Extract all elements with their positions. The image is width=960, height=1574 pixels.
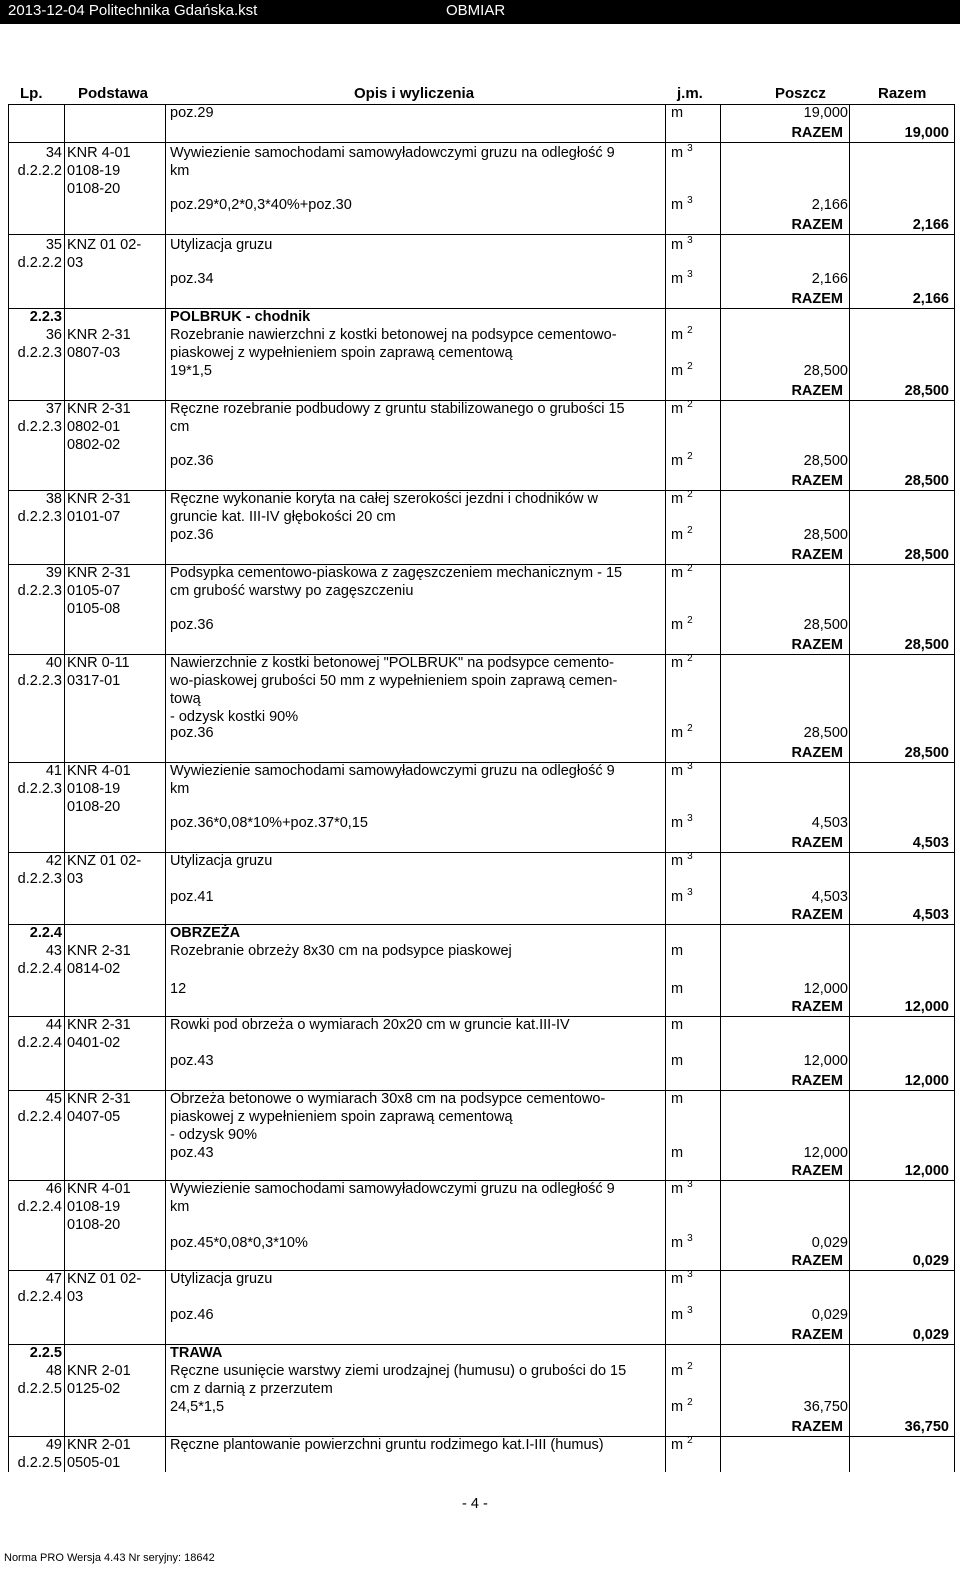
row-base: KNR 4-01 xyxy=(67,145,131,161)
row-base: 0108-20 xyxy=(67,799,121,815)
total-value: 0,029 xyxy=(912,1327,949,1343)
row-lp: 36 xyxy=(45,327,62,343)
row-base: 0802-02 xyxy=(67,437,121,453)
row-lp: 42 xyxy=(45,853,62,869)
row-poszcz: 12,000 xyxy=(803,981,848,997)
row-poszcz: 28,500 xyxy=(803,363,848,379)
unit-cell: m $^2$ xyxy=(671,1435,693,1453)
table-header xyxy=(0,82,960,104)
row-base: KNZ 01 02- xyxy=(67,1271,142,1287)
row-lp: 35 xyxy=(45,237,62,253)
row-lp: 46 xyxy=(45,1181,62,1197)
unit-cell: m $^2$ xyxy=(671,399,693,417)
unit-cell: m $^2$ xyxy=(671,489,693,507)
row-base: KNR 2-31 xyxy=(67,565,131,581)
unit-cell: m $^3$ xyxy=(671,143,693,161)
row-formula: poz.45*0,08*0,3*10% xyxy=(170,1235,308,1251)
row-formula: poz.29 xyxy=(170,105,214,121)
row-base: 0108-20 xyxy=(67,181,121,197)
row-lp: 34 xyxy=(45,145,62,161)
row-poszcz: 28,500 xyxy=(803,527,848,543)
row-base: 0108-20 xyxy=(67,1217,121,1233)
row-base: KNZ 01 02- xyxy=(67,853,142,869)
row-base: 0407-05 xyxy=(67,1109,121,1125)
total-value: 28,500 xyxy=(904,637,949,653)
row-base: 0802-01 xyxy=(67,419,121,435)
unit-cell: m $^2$ xyxy=(671,451,693,469)
total-value: 12,000 xyxy=(904,1163,949,1179)
row-base: 0105-07 xyxy=(67,583,121,599)
row-poszcz: 2,166 xyxy=(811,197,848,213)
total-value: 28,500 xyxy=(904,383,949,399)
row-lp: d.2.2.3 xyxy=(17,673,62,689)
total-label: RAZEM xyxy=(791,217,843,233)
section-number: 2.2.5 xyxy=(29,1345,62,1361)
row-lp: d.2.2.4 xyxy=(17,1289,62,1305)
row-base: 0105-08 xyxy=(67,601,121,617)
row-lp: d.2.2.4 xyxy=(17,1035,62,1051)
row-description: km xyxy=(170,163,190,179)
unit-cell: m xyxy=(671,943,684,959)
unit-cell: m $^3$ xyxy=(671,195,693,213)
column-divider xyxy=(165,104,166,1472)
row-lp: d.2.2.3 xyxy=(17,781,62,797)
unit-cell: m xyxy=(671,1145,684,1161)
row-formula: 19*1,5 xyxy=(170,363,212,379)
footer-version: Norma PRO Wersja 4.43 Nr seryjny: 18642 xyxy=(4,1552,215,1564)
unit-cell: m $^3$ xyxy=(671,235,693,253)
column-divider xyxy=(849,104,850,1472)
row-description: - odzysk kostki 90% xyxy=(170,709,299,725)
row-lp: d.2.2.2 xyxy=(17,255,62,271)
row-description: piaskowej z wypełnieniem spoin zaprawą cementową xyxy=(170,345,513,361)
row-lp: d.2.2.3 xyxy=(17,583,62,599)
row-formula: poz.36 xyxy=(170,725,214,741)
unit-cell: m $^2$ xyxy=(671,1361,693,1379)
unit-cell: m $^2$ xyxy=(671,563,693,581)
row-formula: 24,5*1,5 xyxy=(170,1399,225,1415)
unit-cell: m $^2$ xyxy=(671,525,693,543)
row-base: KNR 2-31 xyxy=(67,1091,131,1107)
section-title: POLBRUK - chodnik xyxy=(170,309,311,325)
row-description: Utylizacja gruzu xyxy=(170,853,273,869)
total-value: 2,166 xyxy=(912,291,949,307)
row-formula: poz.34 xyxy=(170,271,214,287)
row-base: 0401-02 xyxy=(67,1035,121,1051)
row-formula: poz.29*0,2*0,3*40%+poz.30 xyxy=(170,197,352,213)
row-base: 0108-19 xyxy=(67,781,121,797)
row-lp: 38 xyxy=(45,491,62,507)
unit-cell: m $^3$ xyxy=(671,269,693,287)
total-value: 19,000 xyxy=(904,125,949,141)
row-lp: 41 xyxy=(45,763,62,779)
row-base: 0317-01 xyxy=(67,673,121,689)
row-lp: 39 xyxy=(45,565,62,581)
unit-cell: m $^2$ xyxy=(671,615,693,633)
row-description: - odzysk 90% xyxy=(170,1127,258,1143)
row-formula: 12 xyxy=(170,981,187,997)
row-poszcz: 4,503 xyxy=(811,815,848,831)
row-lp: d.2.2.3 xyxy=(17,419,62,435)
section-number: 2.2.3 xyxy=(29,309,62,325)
row-poszcz: 28,500 xyxy=(803,725,848,741)
unit-cell: m xyxy=(671,1053,684,1069)
row-description: Ręczne plantowanie powierzchni gruntu rodzimego kat.I-III (humus) xyxy=(170,1437,604,1453)
section-title: TRAWA xyxy=(170,1345,223,1361)
row-description: Wywiezienie samochodami samowyładowczymi gruzu na odległość 9 xyxy=(170,1181,615,1197)
total-label: RAZEM xyxy=(791,125,843,141)
unit-cell: m $^3$ xyxy=(671,1179,693,1197)
row-poszcz: 12,000 xyxy=(803,1145,848,1161)
section-title: OBRZEŻA xyxy=(170,925,241,941)
row-base: 0108-19 xyxy=(67,163,121,179)
total-value: 2,166 xyxy=(912,217,949,233)
row-lp: 47 xyxy=(45,1271,62,1287)
row-description: Wywiezienie samochodami samowyładowczymi gruzu na odległość 9 xyxy=(170,145,615,161)
unit-cell: m $^2$ xyxy=(671,653,693,671)
unit-cell: m $^3$ xyxy=(671,761,693,779)
row-description: wo-piaskowej grubości 50 mm z wypełnieniem spoin zaprawą cemen- xyxy=(170,673,618,689)
section-number: 2.2.4 xyxy=(29,925,62,941)
header-jm: j.m. xyxy=(677,85,703,102)
row-base: 0814-02 xyxy=(67,961,121,977)
row-lp: d.2.2.5 xyxy=(17,1455,62,1471)
row-poszcz: 12,000 xyxy=(803,1053,848,1069)
row-base: 03 xyxy=(67,871,84,887)
row-formula: poz.36 xyxy=(170,527,214,543)
total-value: 28,500 xyxy=(904,745,949,761)
row-formula: poz.43 xyxy=(170,1145,214,1161)
row-description: km xyxy=(170,781,190,797)
unit-cell: m $^3$ xyxy=(671,813,693,831)
row-lp: 44 xyxy=(45,1017,62,1033)
file-title: 2013-12-04 Politechnika Gdańska.kst xyxy=(8,2,258,19)
row-formula: poz.36*0,08*10%+poz.37*0,15 xyxy=(170,815,368,831)
row-lp: d.2.2.4 xyxy=(17,1109,62,1125)
unit-cell: m $^2$ xyxy=(671,325,693,343)
row-description: Rozebranie nawierzchni z kostki betonowej na podsypce cementowo- xyxy=(170,327,617,343)
row-base: KNR 4-01 xyxy=(67,763,131,779)
row-base: 0101-07 xyxy=(67,509,121,525)
column-divider xyxy=(8,104,9,1472)
row-description: Podsypka cementowo-piaskowa z zagęszczeniem mechanicznym - 15 xyxy=(170,565,623,581)
row-base: 0108-19 xyxy=(67,1199,121,1215)
row-lp: d.2.2.2 xyxy=(17,163,62,179)
total-value: 4,503 xyxy=(912,835,949,851)
total-label: RAZEM xyxy=(791,473,843,489)
row-base: KNR 2-31 xyxy=(67,943,131,959)
row-lp: 49 xyxy=(45,1437,62,1453)
row-base: 03 xyxy=(67,1289,84,1305)
row-poszcz: 0,029 xyxy=(811,1235,848,1251)
row-separator xyxy=(8,234,954,235)
column-divider xyxy=(64,104,65,1472)
total-label: RAZEM xyxy=(791,1419,843,1435)
row-base: KNR 2-01 xyxy=(67,1437,131,1453)
row-lp: d.2.2.3 xyxy=(17,509,62,525)
row-formula: poz.36 xyxy=(170,453,214,469)
row-description: Obrzeża betonowe o wymiarach 30x8 cm na podsypce cementowo- xyxy=(170,1091,606,1107)
total-label: RAZEM xyxy=(791,745,843,761)
row-base: KNR 2-31 xyxy=(67,401,131,417)
unit-cell: m $^2$ xyxy=(671,723,693,741)
row-lp: d.2.2.5 xyxy=(17,1381,62,1397)
unit-cell: m $^2$ xyxy=(671,1397,693,1415)
unit-cell: m $^3$ xyxy=(671,851,693,869)
row-description: Rowki pod obrzeża o wymiarach 20x20 cm w gruncie kat.III-IV xyxy=(170,1017,570,1033)
row-description: Ręczne usunięcie warstwy ziemi urodzajnej (humusu) o grubości do 15 xyxy=(170,1363,627,1379)
unit-cell: m xyxy=(671,981,684,997)
row-lp: 43 xyxy=(45,943,62,959)
row-lp: 45 xyxy=(45,1091,62,1107)
row-poszcz: 28,500 xyxy=(803,617,848,633)
row-description: Utylizacja gruzu xyxy=(170,1271,273,1287)
row-base: 0505-01 xyxy=(67,1455,121,1471)
unit-cell: m xyxy=(671,105,684,121)
row-description: gruncie kat. III-IV głębokości 20 cm xyxy=(170,509,396,525)
row-lp: 40 xyxy=(45,655,62,671)
row-poszcz: 4,503 xyxy=(811,889,848,905)
row-poszcz: 2,166 xyxy=(811,271,848,287)
row-poszcz: 19,000 xyxy=(803,105,848,121)
total-label: RAZEM xyxy=(791,547,843,563)
unit-cell: m xyxy=(671,1017,684,1033)
total-value: 28,500 xyxy=(904,547,949,563)
unit-cell: m $^3$ xyxy=(671,1269,693,1287)
total-value: 12,000 xyxy=(904,1073,949,1089)
row-base: 03 xyxy=(67,255,84,271)
row-lp: 37 xyxy=(45,401,62,417)
row-formula: poz.36 xyxy=(170,617,214,633)
header-opis: Opis i wyliczenia xyxy=(354,85,475,102)
total-label: RAZEM xyxy=(791,1073,843,1089)
row-base: KNR 2-31 xyxy=(67,1017,131,1033)
total-label: RAZEM xyxy=(791,835,843,851)
header-lp: Lp. xyxy=(20,85,43,102)
row-formula: poz.41 xyxy=(170,889,214,905)
total-label: RAZEM xyxy=(791,637,843,653)
row-description: cm xyxy=(170,419,190,435)
row-lp: 48 xyxy=(45,1363,62,1379)
total-label: RAZEM xyxy=(791,291,843,307)
row-description: piaskowej z wypełnieniem spoin zaprawą cementową xyxy=(170,1109,513,1125)
row-base: 0807-03 xyxy=(67,345,121,361)
unit-cell: m xyxy=(671,1091,684,1107)
header-poszcz: Poszcz xyxy=(775,85,826,102)
total-label: RAZEM xyxy=(791,1253,843,1269)
header-razem: Razem xyxy=(878,85,927,102)
unit-cell: m $^3$ xyxy=(671,1305,693,1323)
total-label: RAZEM xyxy=(791,907,843,923)
row-separator xyxy=(8,142,954,143)
row-lp: d.2.2.3 xyxy=(17,345,62,361)
document-title: OBMIAR xyxy=(446,2,506,19)
total-label: RAZEM xyxy=(791,999,843,1015)
row-lp: d.2.2.3 xyxy=(17,871,62,887)
total-label: RAZEM xyxy=(791,1163,843,1179)
total-value: 28,500 xyxy=(904,473,949,489)
column-divider xyxy=(665,104,666,1472)
column-divider xyxy=(720,104,721,1472)
page-number: - 4 - xyxy=(462,1496,488,1512)
row-base: KNR 2-31 xyxy=(67,327,131,343)
row-poszcz: 28,500 xyxy=(803,453,848,469)
row-description: Rozebranie obrzeży 8x30 cm na podsypce piaskowej xyxy=(170,943,512,959)
row-lp: d.2.2.4 xyxy=(17,961,62,977)
row-description: Nawierzchnie z kostki betonowej "POLBRUK" na podsypce cemento- xyxy=(170,655,614,671)
total-value: 36,750 xyxy=(904,1419,949,1435)
row-base: 0125-02 xyxy=(67,1381,121,1397)
row-description: km xyxy=(170,1199,190,1215)
row-formula: poz.43 xyxy=(170,1053,214,1069)
unit-cell: m $^3$ xyxy=(671,887,693,905)
header-podstawa: Podstawa xyxy=(78,85,149,102)
total-value: 0,029 xyxy=(912,1253,949,1269)
row-base: KNR 2-01 xyxy=(67,1363,131,1379)
row-description: Ręczne wykonanie koryta na całej szerokości jezdni i chodników w xyxy=(170,491,598,507)
row-base: KNR 2-31 xyxy=(67,491,131,507)
window-title-bar xyxy=(0,0,960,24)
total-value: 4,503 xyxy=(912,907,949,923)
row-lp: d.2.2.4 xyxy=(17,1199,62,1215)
row-description: cm grubość warstwy po zagęszczeniu xyxy=(170,583,414,599)
row-description: Utylizacja gruzu xyxy=(170,237,273,253)
row-description: cm z darnią z przerzutem xyxy=(170,1381,333,1397)
total-value: 12,000 xyxy=(904,999,949,1015)
row-formula: poz.46 xyxy=(170,1307,214,1323)
unit-cell: m $^3$ xyxy=(671,1233,693,1251)
row-base: KNR 4-01 xyxy=(67,1181,131,1197)
unit-cell: m $^2$ xyxy=(671,361,693,379)
row-poszcz: 36,750 xyxy=(803,1399,848,1415)
column-divider xyxy=(954,104,955,1472)
row-poszcz: 0,029 xyxy=(811,1307,848,1323)
row-base: KNR 0-11 xyxy=(67,655,130,671)
total-label: RAZEM xyxy=(791,383,843,399)
row-description: Wywiezienie samochodami samowyładowczymi gruzu na odległość 9 xyxy=(170,763,615,779)
row-description: tową xyxy=(170,691,201,707)
row-description: Ręczne rozebranie podbudowy z gruntu stabilizowanego o grubości 15 xyxy=(170,401,625,417)
total-label: RAZEM xyxy=(791,1327,843,1343)
row-base: KNZ 01 02- xyxy=(67,237,142,253)
